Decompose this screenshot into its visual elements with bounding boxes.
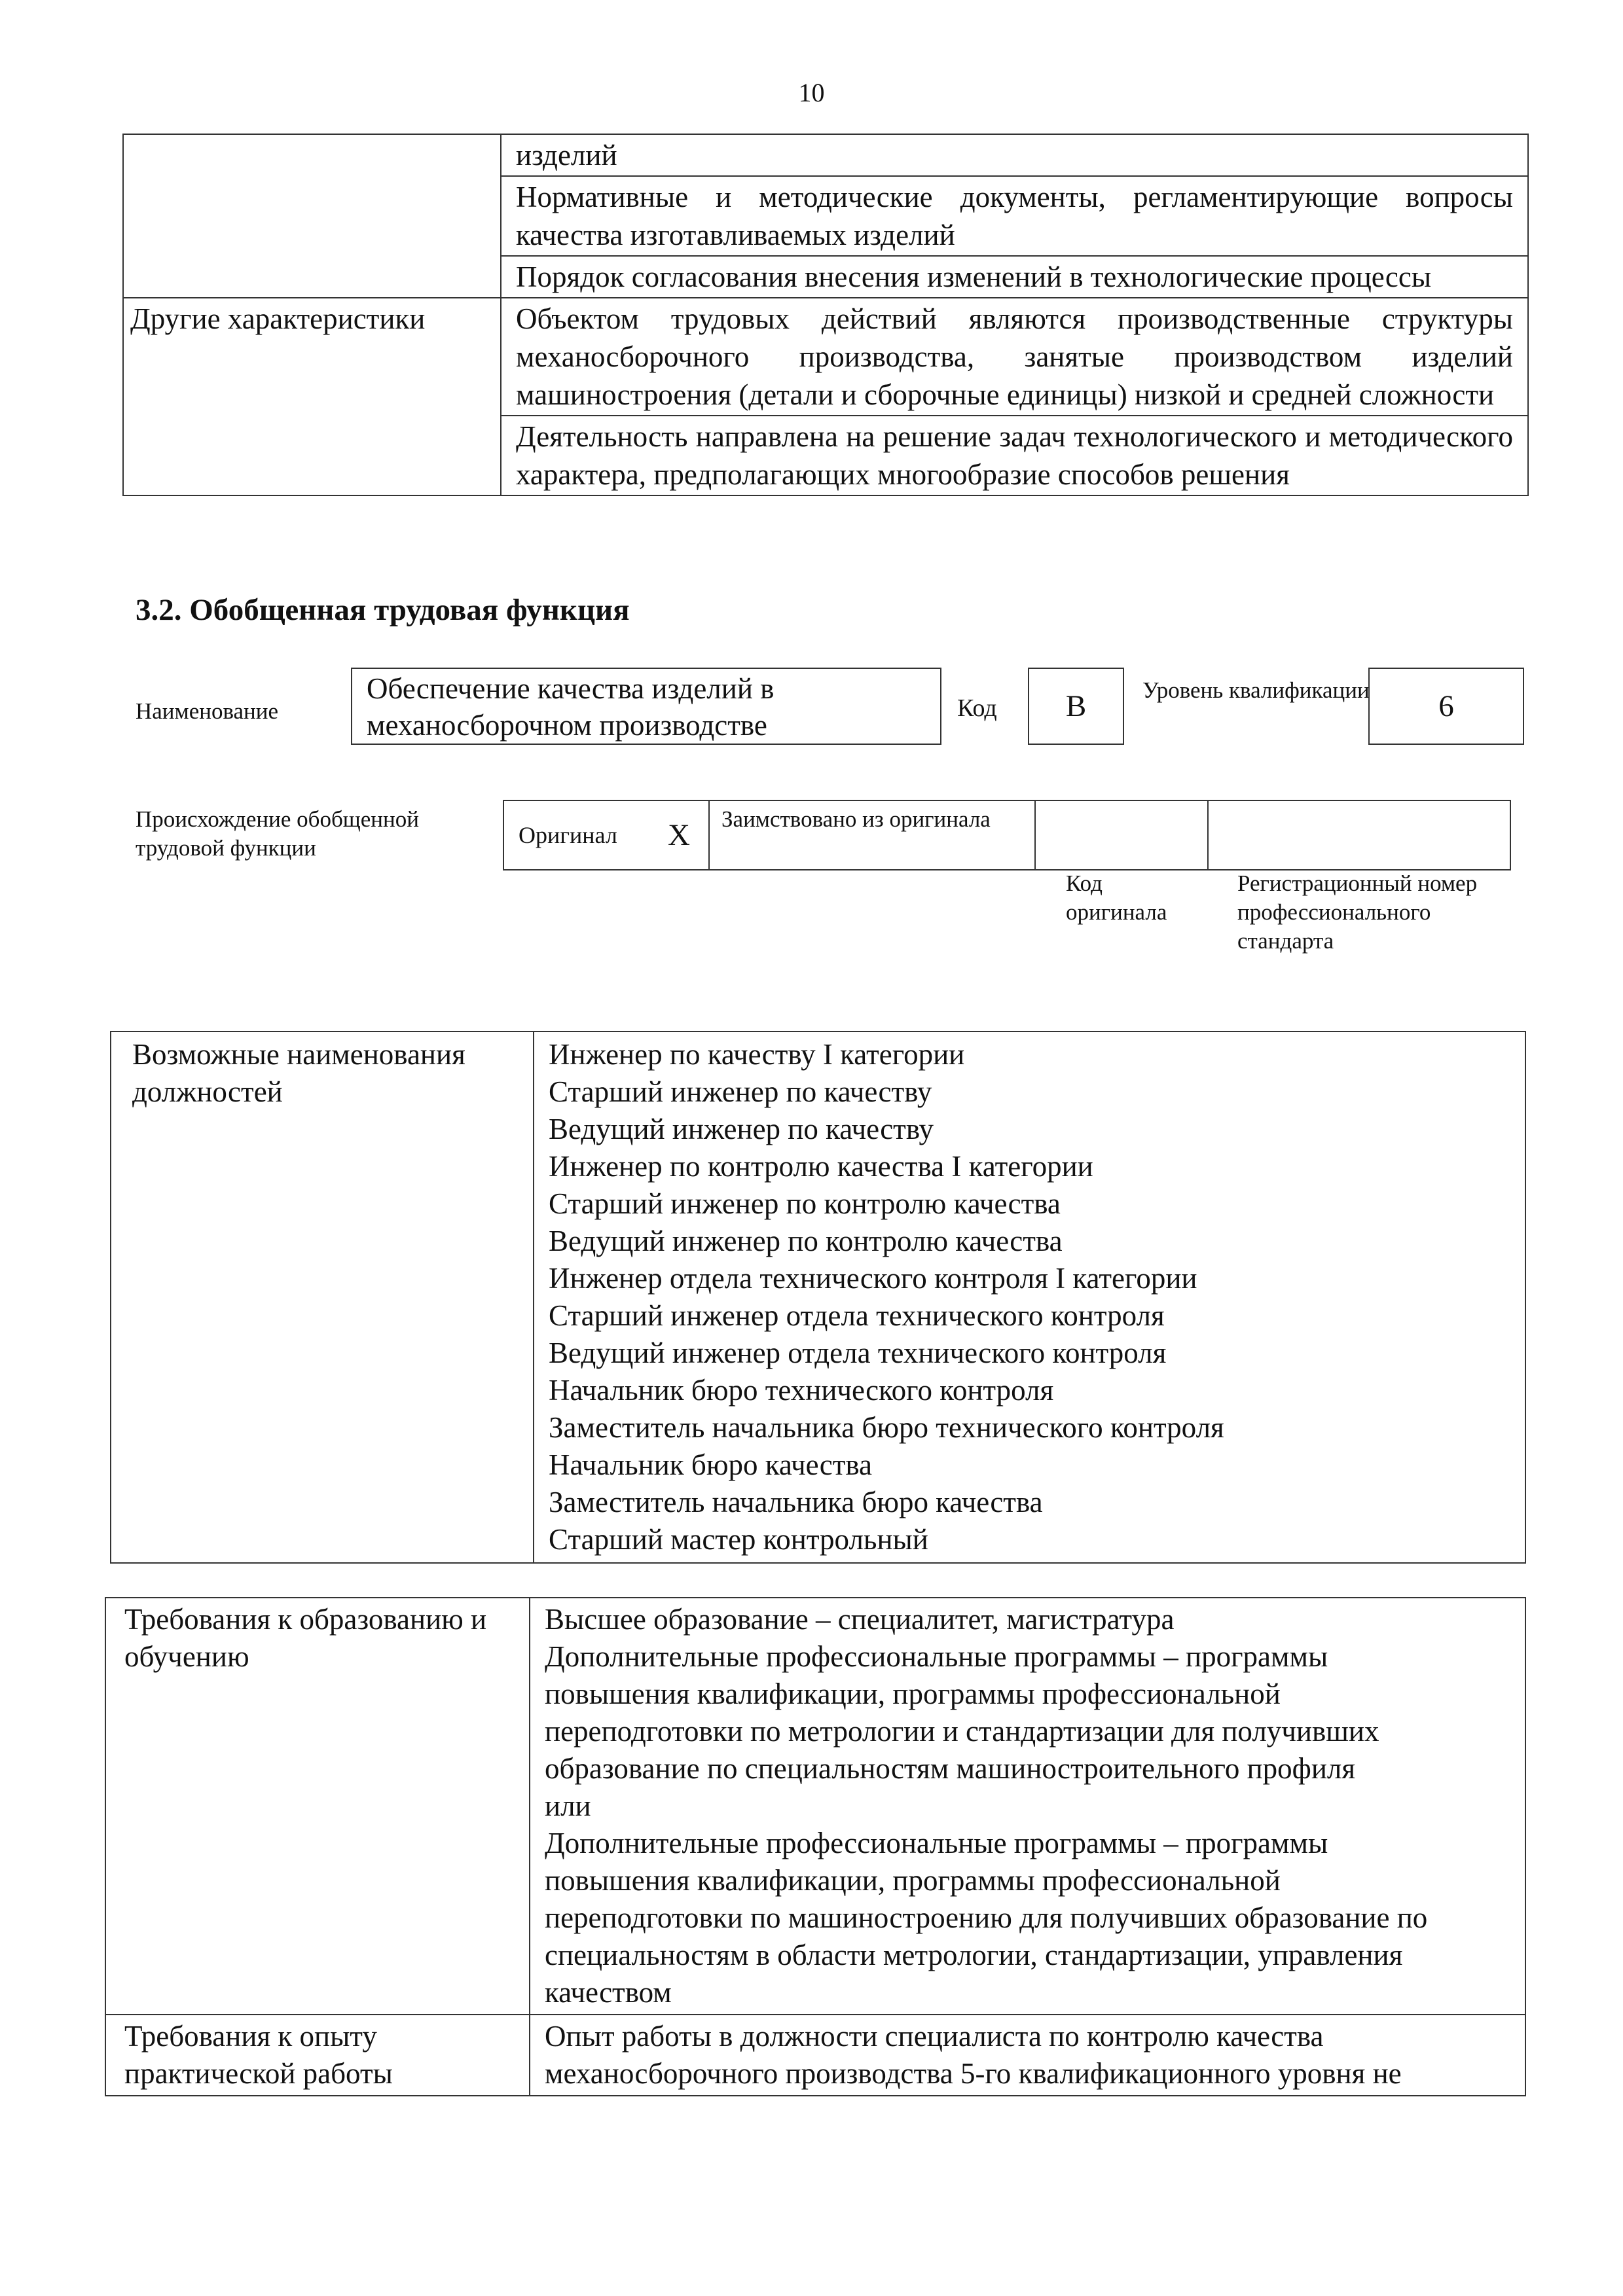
- table-cell: Порядок согласования внесения изменений в технологические процессы: [501, 256, 1528, 298]
- table-row: [503, 800, 1510, 870]
- list-item: Ведущий инженер по контролю качества: [549, 1225, 1063, 1257]
- text-line: переподготовки по машиностроению для получивших образование по: [545, 1901, 1428, 1934]
- code-caption: Код оригинала: [1066, 870, 1167, 925]
- list-item: Заместитель начальника бюро технического контроля: [549, 1411, 1224, 1444]
- list-item: Старший инженер отдела технического контроля: [549, 1299, 1165, 1332]
- list-item: Старший инженер по контролю качества: [549, 1187, 1061, 1220]
- original-code-cell: [1035, 800, 1208, 870]
- list-item: Начальник бюро технического контроля: [549, 1374, 1054, 1407]
- list-item: Старший мастер контрольный: [549, 1523, 928, 1556]
- text-line: Дополнительные профессиональные программы – программы: [545, 1640, 1328, 1673]
- function-name-box: Обеспечение качества изделий в механосборочном производстве: [351, 668, 941, 745]
- text-line: переподготовки по метрологии и стандартизации для получивших: [545, 1715, 1379, 1748]
- reg-number-cell: [1208, 800, 1510, 870]
- list-item: Инженер отдела технического контроля I категории: [549, 1262, 1197, 1295]
- level-box: 6: [1368, 668, 1524, 745]
- text-line: повышения квалификации, программы профессиональной: [545, 1677, 1281, 1710]
- text-line: или: [545, 1789, 591, 1822]
- table-cell: Нормативные и методические документы, регламентирующие вопросы качества изготавливаемых изделий: [501, 176, 1528, 256]
- experience-text: [530, 2015, 1525, 2096]
- education-label: Требования к образованию и обучению: [105, 1598, 530, 2015]
- list-item: Заместитель начальника бюро качества: [549, 1486, 1043, 1518]
- table-cell: Деятельность направлена на решение задач технологического и методического характера, предполагающих многообразие способов решения: [501, 416, 1528, 495]
- text-line: механосборочного производства 5-го квалификационного уровня не: [545, 2057, 1402, 2090]
- text-line: Опыт работы в должности специалиста по контролю качества: [545, 2020, 1324, 2053]
- other-characteristics-label: Другие характеристики: [123, 298, 501, 495]
- text-line: Дополнительные профессиональные программы – программы: [545, 1827, 1328, 1859]
- list-item: Инженер по качеству I категории: [549, 1038, 965, 1071]
- table-cell: Объектом трудовых действий являются производственные структуры механосборочного производства, занятые производством изделий машиностроения (детали и сборочные единицы) низкой и средней сложности: [501, 298, 1528, 416]
- table-row: [123, 298, 1528, 416]
- text-line: Высшее образование – специалитет, магистратура: [545, 1603, 1175, 1636]
- table-cell: изделий: [501, 134, 1528, 176]
- original-mark: X: [649, 800, 709, 870]
- page-number: 10: [798, 78, 825, 107]
- origin-table: [503, 800, 1511, 870]
- list-item: Ведущий инженер отдела технического контроля: [549, 1336, 1167, 1369]
- table-row: [105, 2015, 1525, 2096]
- table-row: [123, 134, 1528, 176]
- requirements-table: [105, 1597, 1526, 2096]
- text-line: специальностям в области метрологии, стандартизации, управления: [545, 1939, 1403, 1971]
- table-row: [111, 1031, 1525, 1563]
- positions-label: Возможные наименования должностей: [111, 1031, 534, 1563]
- list-item: Старший инженер по качеству: [549, 1075, 932, 1108]
- text-line: повышения квалификации, программы профессиональной: [545, 1864, 1281, 1897]
- reg-caption: Регистрационный номер профессионального стандарта: [1237, 870, 1478, 954]
- experience-label: Требования к опыту практической работы: [105, 2015, 530, 2096]
- borrowed-label: Заимствовано из оригинала: [709, 800, 1035, 870]
- characteristics-table: [122, 134, 1529, 496]
- education-text: [530, 1598, 1525, 2015]
- code-label: Код: [957, 694, 997, 722]
- positions-table: [110, 1031, 1526, 1564]
- text-line: качеством: [545, 1976, 672, 2009]
- section-title: 3.2. Обобщенная трудовая функция: [136, 593, 630, 627]
- list-item: Начальник бюро качества: [549, 1448, 873, 1481]
- list-item: Ведущий инженер по качеству: [549, 1113, 934, 1145]
- name-label: Наименование: [136, 698, 279, 724]
- table-row: [105, 1598, 1525, 2015]
- positions-list: [534, 1031, 1525, 1563]
- code-box: B: [1028, 668, 1124, 745]
- level-label: Уровень квалификации: [1142, 677, 1370, 703]
- table-cell-empty: [123, 134, 501, 298]
- list-item: Инженер по контролю качества I категории: [549, 1150, 1093, 1183]
- origin-label: Происхождение обобщенной трудовой функции: [136, 806, 419, 861]
- text-line: образование по специальностям машиностроительного профиля: [545, 1752, 1356, 1785]
- original-label: Оригинал: [503, 800, 649, 870]
